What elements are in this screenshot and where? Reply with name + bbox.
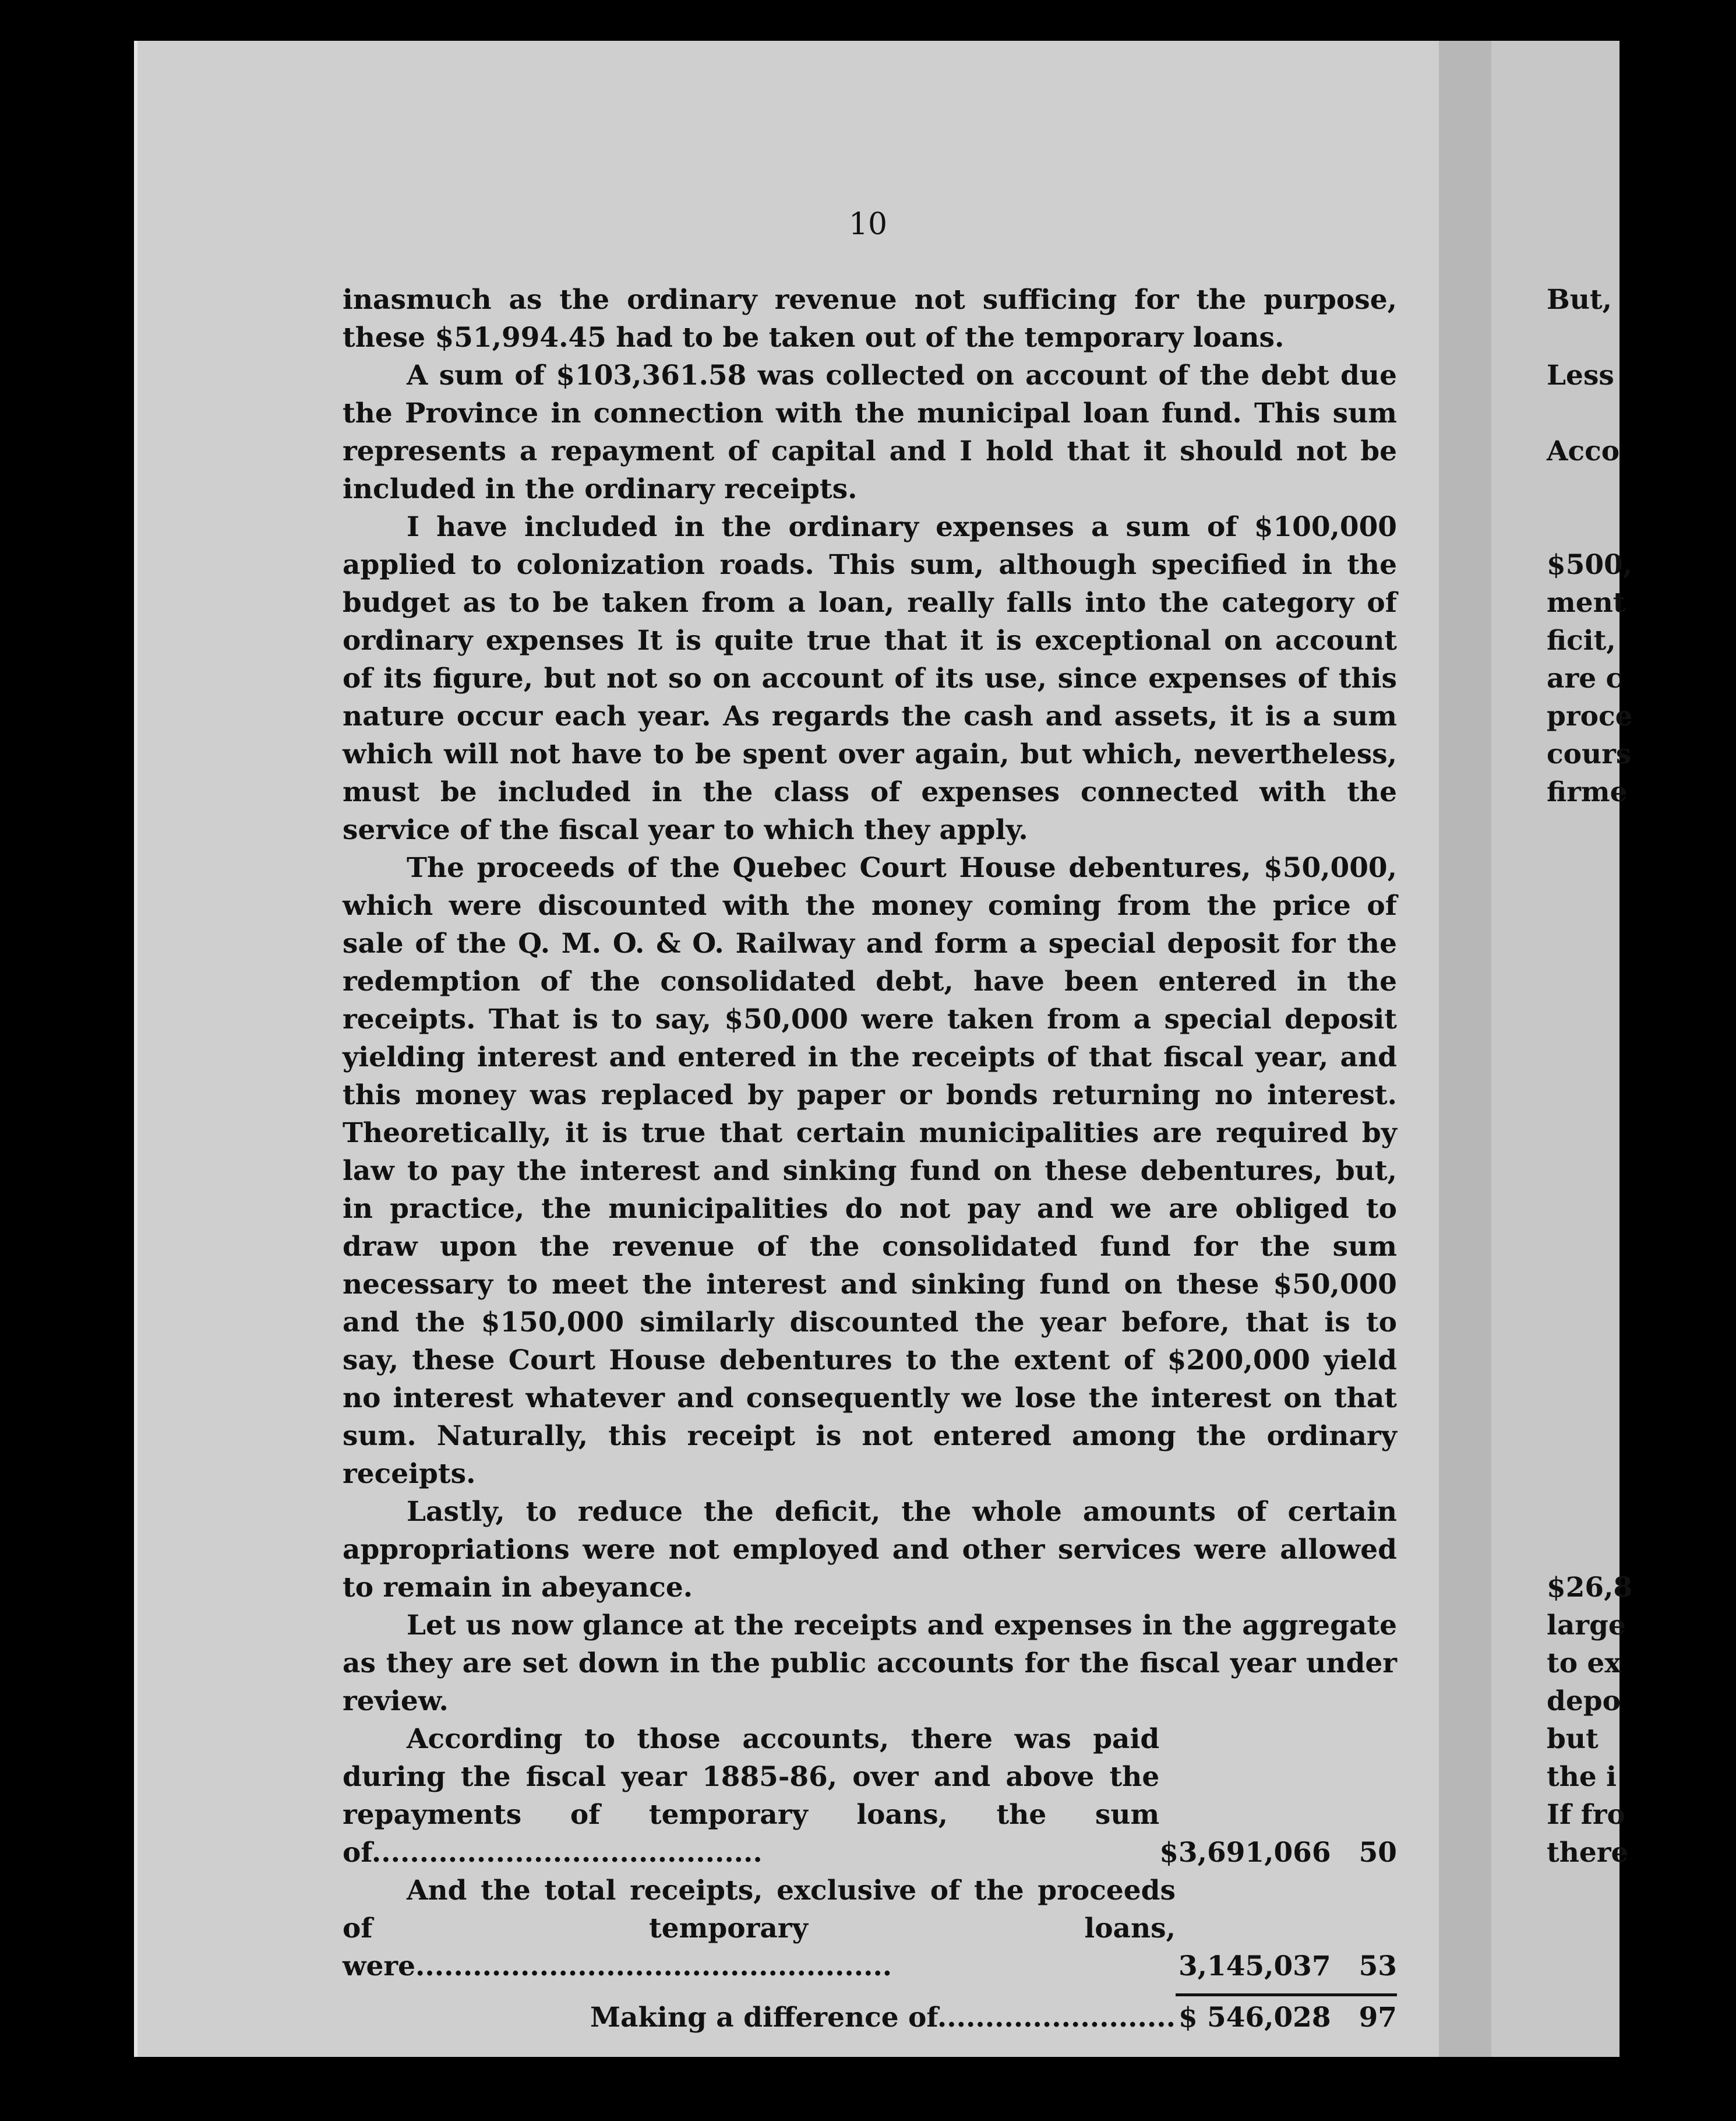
facing-page-fragment — [1547, 963, 1633, 1000]
facing-page-fragment — [1547, 849, 1633, 887]
facing-page-fragment: $26,8 — [1547, 1572, 1633, 1604]
facing-page-fragment — [1547, 1038, 1633, 1076]
total-label: Making a difference of......................... — [590, 2002, 1176, 2034]
facing-page-fragment: firme — [1547, 776, 1628, 808]
facing-page-fragment: But, — [1547, 284, 1612, 316]
facing-page-fragment — [1547, 1455, 1633, 1493]
page-gutter — [1439, 41, 1491, 2057]
facing-page-fragment — [1547, 887, 1633, 925]
facing-page-fragment — [1547, 1266, 1633, 1303]
ledger-desc: And the total receipts, exclusive of the proceeds of temporary loans, were.................................................. — [343, 1875, 1176, 1982]
ledger-amount — [1159, 1834, 1397, 1872]
ledger-desc: According to those accounts, there was paid during the fiscal year 1885-86, over and above the repayments of temporary loans, the sum of......................................... — [343, 1723, 1160, 1869]
paragraph-4: The proceeds of the Quebec Court House debentures, $50,000, which were discounted with the money coming from the price of sale of the Q. M. O. & O. Railway and form a special deposit for the redemption of the consolidated debt, have been entered in the receipts. That is to say, $50,000 were taken from a special deposit yielding interest and entered in the receipts of that fiscal year, and this money was replaced by paper or bonds returning no interest. Theoretically, it is true that certain municipalities are required by law to pay the interest and sinking fund on these debentures, but, in practice, the municipalities do not pay and we are obliged to draw upon the revenue of the consolidated fund for the sum necessary to meet the interest and sinking fund on these $50,000 and the $150,000 similarly discounted the year before, that is to say, these Court House debentures to the extent of $200,000 yield no interest whatever and consequently we lose the interest on that sum. Naturally, this receipt is not entered among the ordinary receipts. — [343, 852, 1397, 1490]
facing-page-fragment — [1547, 1190, 1633, 1228]
ledger-amount — [1176, 1947, 1397, 1985]
facing-page-fragment — [1547, 470, 1633, 508]
total-dollars: $ 546,028 — [1178, 2002, 1331, 2034]
facing-page-fragment: $500, — [1547, 549, 1633, 581]
page-number: 10 — [848, 207, 888, 242]
facing-page-fragment — [1547, 1114, 1633, 1152]
facing-page-fragment: ficit, — [1547, 625, 1616, 657]
facing-page-fragment — [1547, 1152, 1633, 1190]
facing-page-fragment — [1547, 1076, 1633, 1114]
facing-page-text — [1547, 281, 1633, 1872]
facing-page-fragment: but — [1547, 1723, 1599, 1755]
facing-page-fragment: the i — [1547, 1761, 1617, 1793]
paragraph-2: A sum of $103,361.58 was collected on account of the debt due the Province in connection with the municipal loan fund. This sum represents a repayment of capital and I hold that it should not be included in the ordinary receipts. — [343, 360, 1397, 505]
facing-page-fragment — [1547, 394, 1633, 432]
facing-page-fragment: If fro — [1547, 1799, 1625, 1831]
facing-page-fragment: Acco — [1547, 435, 1620, 467]
facing-page-fragment: there — [1547, 1837, 1629, 1869]
facing-page-fragment: to ex — [1547, 1647, 1621, 1679]
ledger-dollars: $3,691,066 — [1159, 1837, 1331, 1869]
facing-page-fragment: ment — [1547, 587, 1626, 619]
paragraph-6: Let us now glance at the receipts and expenses in the aggregate as they are set down in the public accounts for the fiscal year under review. — [343, 1609, 1397, 1717]
ledger-row-total — [343, 1999, 1397, 2037]
ledger — [343, 1720, 1397, 2037]
facing-page-fragment — [1547, 1303, 1633, 1341]
facing-page-fragment — [1547, 1531, 1633, 1569]
facing-page-fragment — [1547, 1000, 1633, 1038]
facing-page-fragment: are c — [1547, 663, 1623, 695]
facing-page-fragment — [1547, 1493, 1633, 1531]
facing-page-fragment: proce — [1547, 700, 1633, 732]
paragraph-3: I have included in the ordinary expenses a sum of $100,000 applied to colonization roads. This sum, although specified in the budget as to be taken from a loan, really falls into the category of ordinary expenses It is quite true that it is exceptional on account of its figure, but not so on account of its use, since expenses of this nature occur each year. As regards the cash and assets, it is a sum which will not have to be spent over again, but which, nevertheless, must be included in the class of expenses connected with the service of the fiscal year to which they apply. — [343, 511, 1397, 846]
ledger-cents: 50 — [1359, 1837, 1397, 1869]
facing-page-fragment: depo — [1547, 1685, 1621, 1717]
total-cents: 97 — [1359, 2002, 1397, 2034]
body-text — [343, 281, 1397, 2037]
facing-page-fragment — [1547, 811, 1633, 849]
ledger-cents: 53 — [1359, 1950, 1397, 1982]
facing-page-fragment — [1547, 1341, 1633, 1379]
facing-page-fragment: large — [1547, 1609, 1626, 1641]
facing-page-fragment — [1547, 508, 1633, 546]
paragraph-5: Lastly, to reduce the deficit, the whole amounts of certain appropriations were not employed and other services were allowed to remain in abeyance. — [343, 1496, 1397, 1604]
ledger-row-receipts — [343, 1872, 1397, 1985]
facing-page-fragment — [1547, 1379, 1633, 1417]
total-rule — [1176, 1993, 1397, 1996]
ledger-dollars: 3,145,037 — [1178, 1950, 1331, 1982]
total-amount — [1176, 1999, 1397, 2037]
paragraph-1: inasmuch as the ordinary revenue not sufficing for the purpose, these $51,994.45 had to be taken out of the temporary loans. — [343, 284, 1397, 354]
facing-page-fragment — [1547, 925, 1633, 963]
facing-page-fragment: cours — [1547, 738, 1632, 770]
facing-page-fragment — [1547, 1417, 1633, 1455]
ledger-row-expenses — [343, 1720, 1397, 1872]
facing-page-fragment: Less — [1547, 360, 1614, 392]
facing-page-fragment — [1547, 1228, 1633, 1266]
facing-page-fragment — [1547, 319, 1633, 357]
